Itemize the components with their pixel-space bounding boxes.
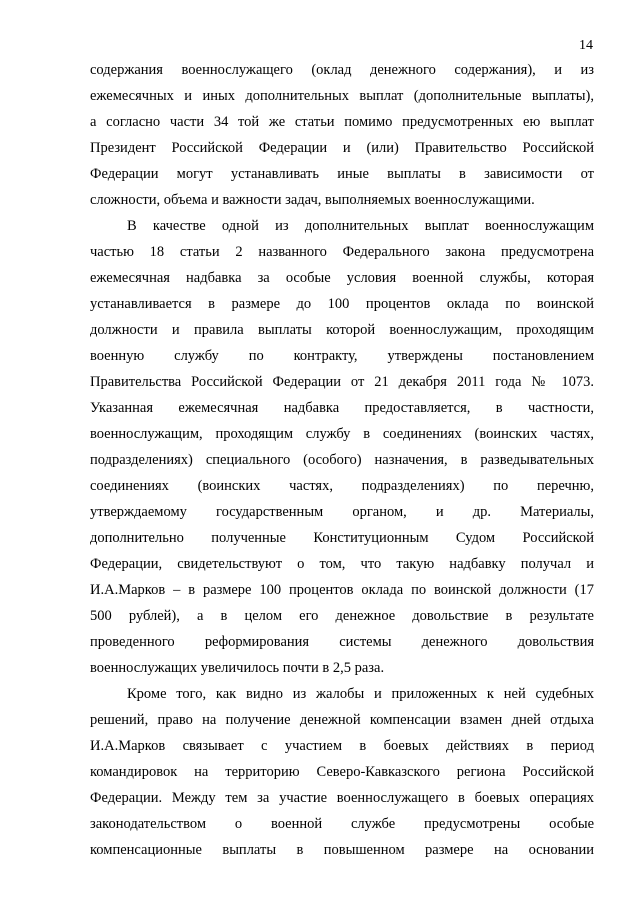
text-line: Правительства Российской Федерации от 21 декабря 2011 года № 1073. xyxy=(90,374,594,390)
text-line: должности и правила выплаты которой военнослужащим, проходящим xyxy=(90,322,594,338)
text-line: военнослужащих увеличилось почти в 2,5 раза. xyxy=(90,660,385,676)
text-line: проведенного реформирования системы денежного довольствия xyxy=(90,634,594,650)
text-line: В качестве одной из дополнительных выплат военнослужащим xyxy=(127,218,594,234)
page-number: 14 xyxy=(579,38,593,53)
text-line: утверждаемому государственным органом, и др. Материалы, xyxy=(90,504,594,520)
text-line: решений, право на получение денежной компенсации взамен дней отдыха xyxy=(90,712,594,728)
text-line: ежемесячная надбавка за особые условия военной службы, которая xyxy=(90,270,594,286)
body-text xyxy=(90,57,594,863)
text-line: 500 рублей), а в целом его денежное довольствие в результате xyxy=(90,608,594,624)
text-line: командировок на территорию Северо-Кавказского региона Российской xyxy=(90,764,594,780)
text-line: ежемесячных и иных дополнительных выплат (дополнительные выплаты), xyxy=(90,88,594,104)
text-line: частью 18 статьи 2 названного Федерального закона предусмотрена xyxy=(90,244,594,260)
text-line: сложности, объема и важности задач, выполняемых военнослужащими. xyxy=(90,192,535,208)
text-line: И.А.Марков связывает с участием в боевых действиях в период xyxy=(90,738,594,754)
text-line: военнослужащим, проходящим службу в соединениях (воинских частях, xyxy=(90,426,594,442)
text-line: соединениях (воинских частях, подразделениях) по перечню, xyxy=(90,478,594,494)
text-line: Федерации, свидетельствуют о том, что такую надбавку получал и xyxy=(90,556,594,572)
text-line: И.А.Марков – в размере 100 процентов оклада по воинской должности (17 xyxy=(90,582,594,598)
text-line: Президент Российской Федерации и (или) Правительство Российской xyxy=(90,140,594,156)
text-line: содержания военнослужащего (оклад денежного содержания), и из xyxy=(90,62,594,78)
text-line: дополнительно полученные Конституционным Судом Российской xyxy=(90,530,594,546)
text-line: подразделениях) специального (особого) назначения, в разведывательных xyxy=(90,452,594,468)
text-line: военную службу по контракту, утверждены постановлением xyxy=(90,348,594,364)
text-line: Указанная ежемесячная надбавка предоставляется, в частности, xyxy=(90,400,594,416)
text-line: законодательством о военной службе предусмотрены особые xyxy=(90,816,594,832)
text-line: Федерации могут устанавливать иные выплаты в зависимости от xyxy=(90,166,594,182)
text-line: компенсационные выплаты в повышенном размере на основании xyxy=(90,842,594,858)
text-line: Кроме того, как видно из жалобы и приложенных к ней судебных xyxy=(127,686,594,702)
text-line: Федерации. Между тем за участие военнослужащего в боевых операциях xyxy=(90,790,594,806)
text-line: а согласно части 34 той же статьи помимо предусмотренных ею выплат xyxy=(90,114,594,130)
text-line: устанавливается в размере до 100 процентов оклада по воинской xyxy=(90,296,594,312)
